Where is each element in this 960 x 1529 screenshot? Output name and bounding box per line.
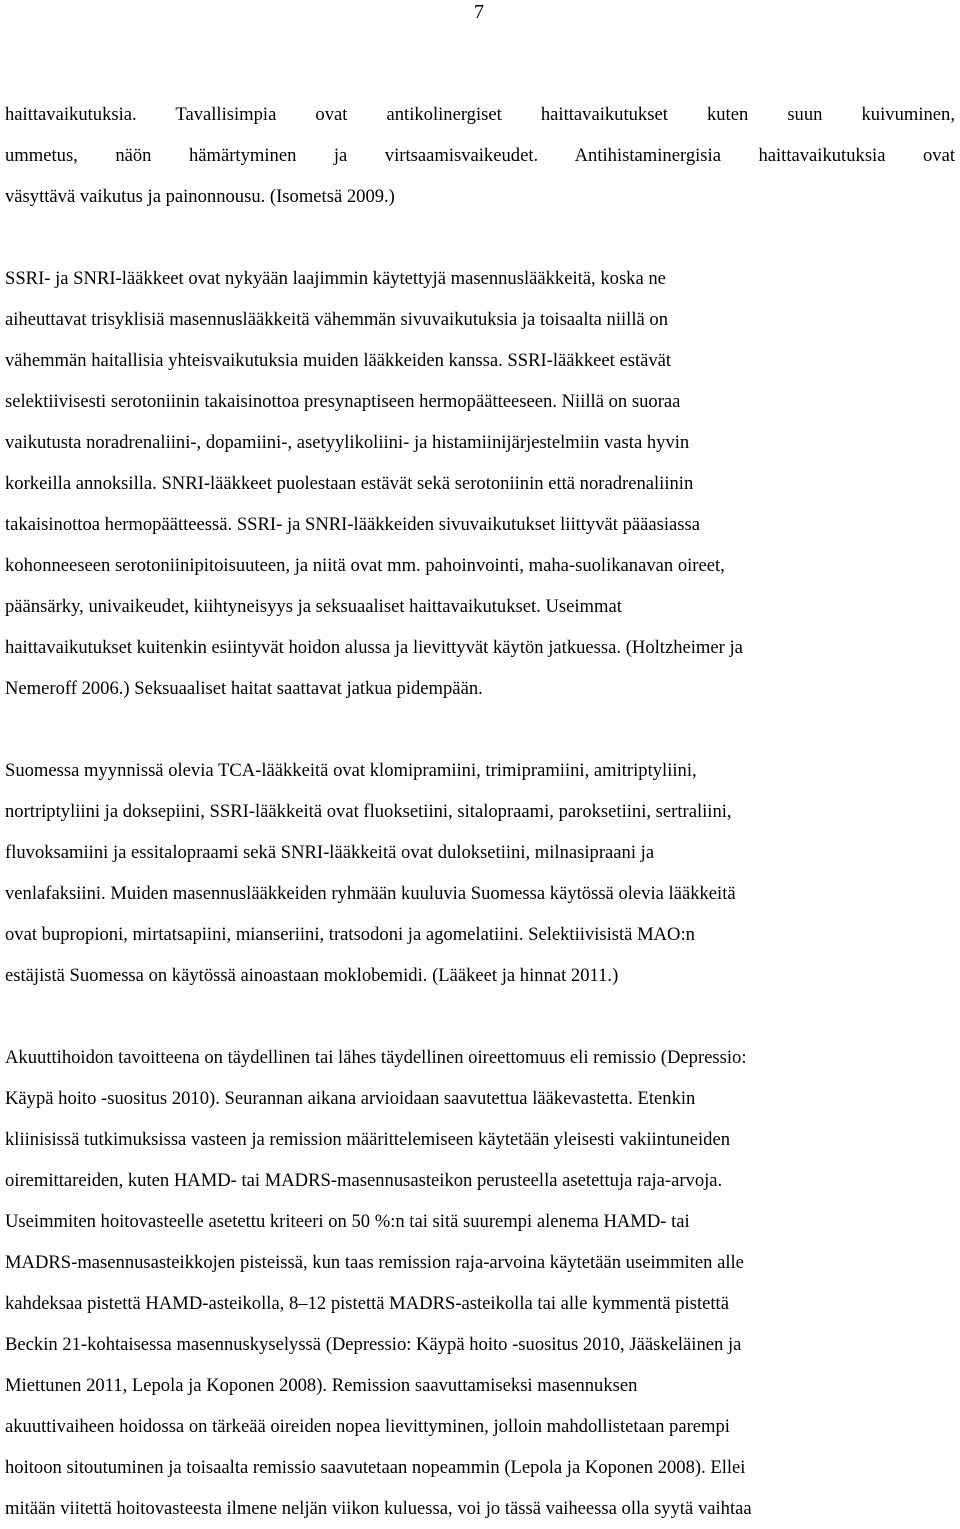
text-line: SSRI- ja SNRI-lääkkeet ovat nykyään laajimmin käytettyjä masennuslääkkeitä, koska ne [5, 268, 666, 289]
text-line: ummetus, näön hämärtyminen ja virtsaamisvaikeudet. Antihistaminergisia haittavaikutuksia ovat [5, 145, 955, 166]
text-line: takaisinottoa hermopäätteessä. SSRI- ja SNRI-lääkkeiden sivuvaikutukset liittyvät pääasiassa [5, 514, 701, 535]
text-line: kohonneeseen serotoniinipitoisuuteen, ja niitä ovat mm. pahoinvointi, maha-suolikanavan oireet, [5, 555, 725, 576]
page-number: 7 [474, 1, 484, 23]
text-line: hoitoon sitoutuminen ja toisaalta remissio saavutetaan nopeammin (Lepola ja Koponen 2008). Ellei [5, 1457, 746, 1478]
paragraph-gap [5, 217, 955, 258]
text-line: Miettunen 2011, Lepola ja Koponen 2008). Remission saavuttamiseksi masennuksen [5, 1375, 638, 1396]
text-line: venlafaksiini. Muiden masennuslääkkeiden ryhmään kuuluvia Suomessa käytössä olevia lääkkeitä [5, 883, 736, 904]
text-line: akuuttivaiheen hoidossa on tärkeää oireiden nopea lievittyminen, jolloin mahdollistetaan parempi [5, 1416, 730, 1437]
paragraph [5, 258, 955, 709]
text-line: vaikutusta noradrenaliini-, dopamiini-, asetyylikoliini- ja histamiinijärjestelmiin vasta hyvin [5, 432, 690, 453]
text-line: päänsärky, univaikeudet, kiihtyneisyys ja seksuaaliset haittavaikutukset. Useimmat [5, 596, 622, 617]
text-line: kahdeksaa pistettä HAMD-asteikolla, 8–12 pistettä MADRS-asteikolla tai alle kymmentä pistettä [5, 1293, 729, 1314]
text-line: ovat bupropioni, mirtatsapiini, mianseriini, tratsodoni ja agomelatiini. Selektiivisistä MAO:n [5, 924, 695, 945]
text-line: vähemmän haitallisia yhteisvaikutuksia muiden lääkkeiden kanssa. SSRI-lääkkeet estävät [5, 350, 672, 371]
text-line: oiremittareiden, kuten HAMD- tai MADRS-masennusasteikon perusteella asetettuja raja-arvoja. [5, 1170, 723, 1191]
paragraph-gap [5, 709, 955, 750]
text-line: Beckin 21-kohtaisessa masennuskyselyssä (Depressio: Käypä hoito -suositus 2010, Jääskeläinen ja [5, 1334, 742, 1355]
text-line: Käypä hoito -suositus 2010). Seurannan aikana arvioidaan saavutettua lääkevastetta. Etenkin [5, 1088, 696, 1109]
text-line: nortriptyliini ja doksepiini, SSRI-lääkkeitä ovat fluoksetiini, sitalopraami, paroksetiini, sertraliini, [5, 801, 732, 822]
text-line: fluvoksamiini ja essitalopraami sekä SNRI-lääkkeitä ovat duloksetiini, milnasipraani ja [5, 842, 655, 863]
text-line: haittavaikutuksia. Tavallisimpia ovat antikolinergiset haittavaikutukset kuten suun kuivuminen, [5, 104, 955, 125]
text-line: Nemeroff 2006.) Seksuaaliset haitat saattavat jatkua pidempään. [5, 678, 483, 699]
paragraph-gap [5, 996, 955, 1037]
text-line: estäjistä Suomessa on käytössä ainoastaan moklobemidi. (Lääkeet ja hinnat 2011.) [5, 965, 619, 986]
text-line: Useimmiten hoitovasteelle asetettu kriteeri on 50 %:n tai sitä suurempi alenema HAMD- tai [5, 1211, 690, 1232]
text-line: mitään viitettä hoitovasteesta ilmene neljän viikon kuluessa, voi jo tässä vaiheessa olla syytä vaihtaa [5, 1498, 752, 1519]
paragraph [5, 1037, 955, 1529]
paragraph [5, 94, 955, 217]
text-line: väsyttävä vaikutus ja painonnousu. (Isometsä 2009.) [5, 186, 395, 207]
paragraph [5, 750, 955, 996]
document-body [5, 94, 955, 1529]
text-line: aiheuttavat trisyklisiä masennuslääkkeitä vähemmän sivuvaikutuksia ja toisaalta niillä on [5, 309, 669, 330]
text-line: Akuuttihoidon tavoitteena on täydellinen tai lähes täydellinen oireettomuus eli remissio (Depressio: [5, 1047, 747, 1068]
text-line: Suomessa myynnissä olevia TCA-lääkkeitä ovat klomipramiini, trimipramiini, amitriptyliini, [5, 760, 697, 781]
text-line: haittavaikutukset kuitenkin esiintyvät hoidon alussa ja lievittyvät käytön jatkuessa. (Holtzheimer ja [5, 637, 743, 658]
text-line: kliinisissä tutkimuksissa vasteen ja remission määrittelemiseen käytetään yleisesti vakiintuneiden [5, 1129, 730, 1150]
text-line: selektiivisesti serotoniinin takaisinottoa presynaptiseen hermopäätteeseen. Niillä on suoraa [5, 391, 681, 412]
text-line: korkeilla annoksilla. SNRI-lääkkeet puolestaan estävät sekä serotoniinin että noradrenaliinin [5, 473, 694, 494]
text-line: MADRS-masennusasteikkojen pisteissä, kun taas remission raja-arvoina käytetään useimmiten alle [5, 1252, 744, 1273]
